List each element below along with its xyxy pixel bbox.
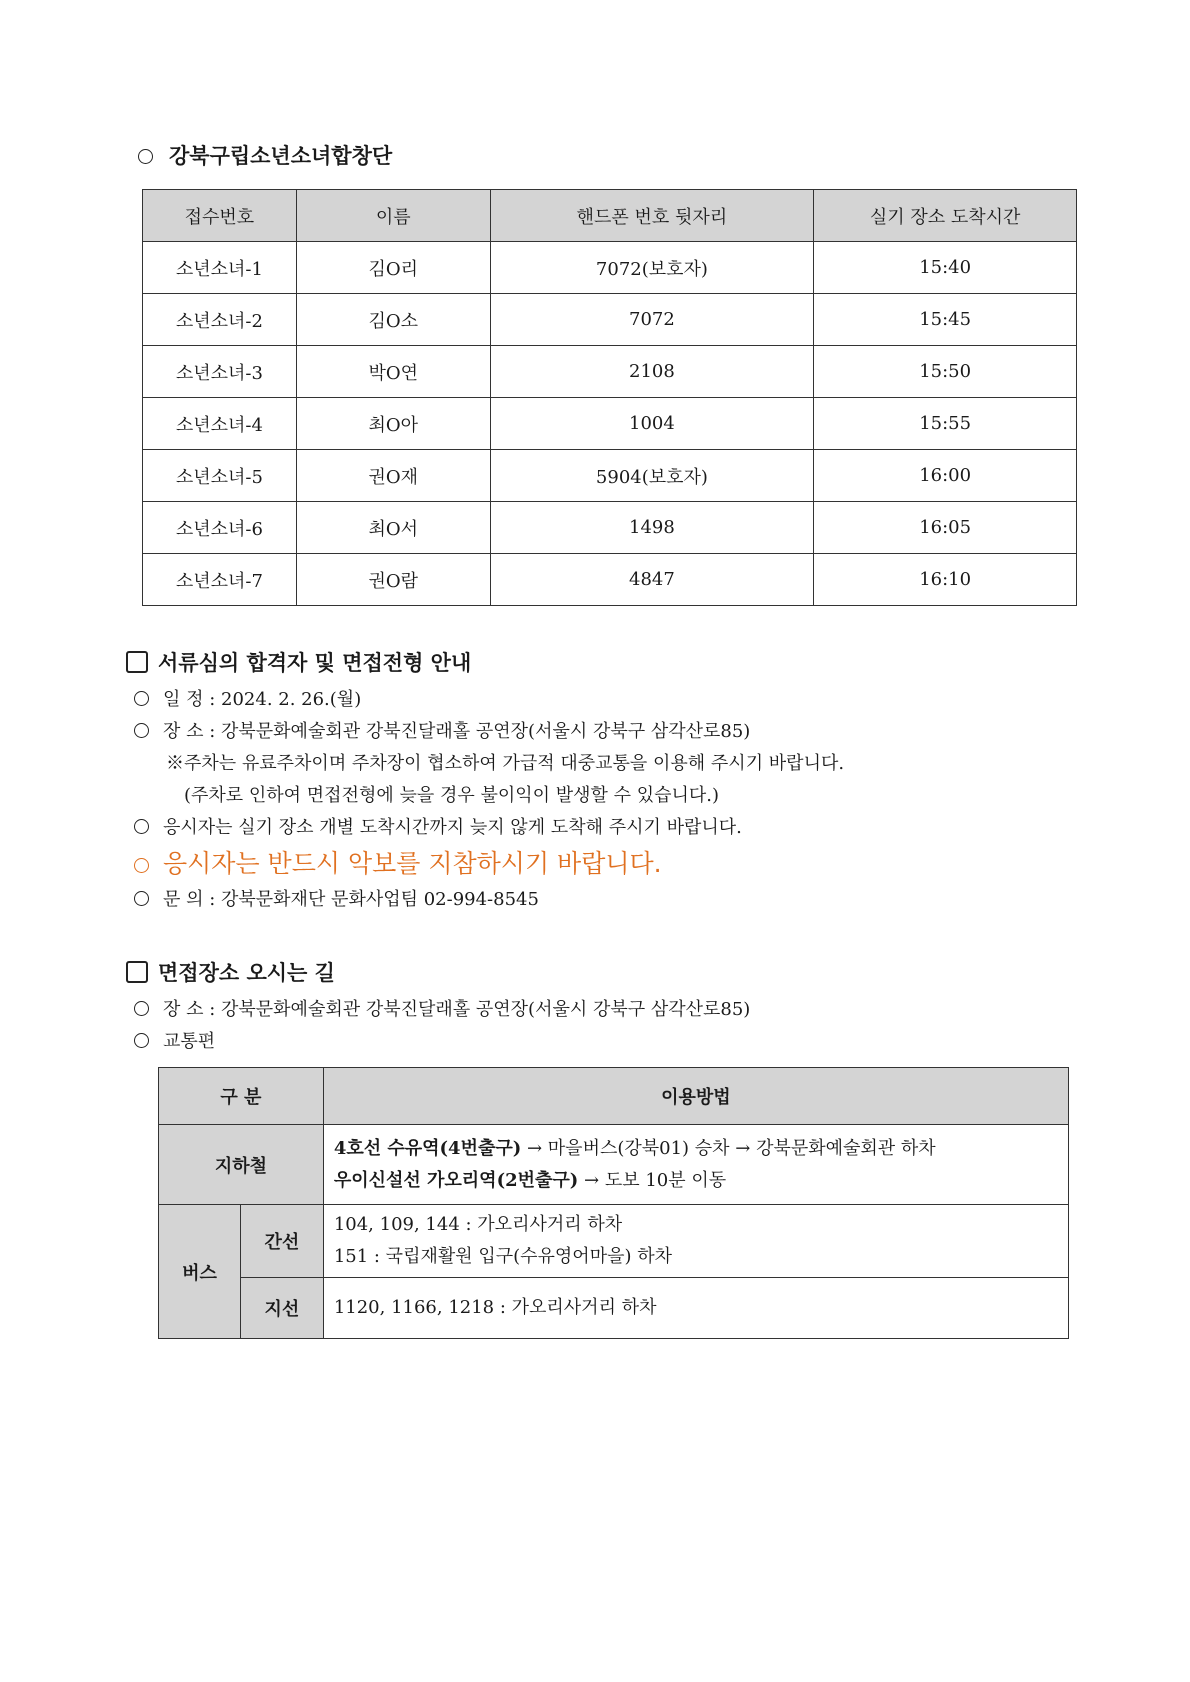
circle-bullet-icon — [134, 1001, 149, 1016]
schedule-line: 일 정 : 2024. 2. 26.(월) — [134, 685, 361, 711]
trunk-bus-row — [159, 1205, 1069, 1278]
table-row — [143, 502, 1077, 554]
table-cell: 15:50 — [814, 346, 1077, 398]
bus-label: 버스 — [159, 1205, 241, 1339]
table-cell: 김O리 — [296, 242, 490, 294]
arrival-line: 응시자는 실기 장소 개별 도착시간까지 늦지 않게 도착해 주시기 바랍니다. — [134, 813, 742, 839]
choir-section-title: 강북구립소년소녀합창단 — [138, 140, 392, 170]
table-cell: 4847 — [490, 554, 814, 606]
warning-line: 응시자는 반드시 악보를 지참하시기 바랍니다. — [134, 844, 662, 880]
col-header: 이름 — [296, 190, 490, 242]
table-cell: 15:40 — [814, 242, 1077, 294]
table-cell: 최O아 — [296, 398, 490, 450]
col-header: 핸드폰 번호 뒷자리 — [490, 190, 814, 242]
subway-row — [159, 1125, 1069, 1205]
table-row — [143, 450, 1077, 502]
table-cell: 소년소녀-3 — [143, 346, 297, 398]
branch-label: 지선 — [240, 1278, 323, 1339]
branch-bus-row — [159, 1278, 1069, 1339]
table-cell: 권O재 — [296, 450, 490, 502]
table-cell: 소년소녀-4 — [143, 398, 297, 450]
col-header: 구 분 — [159, 1068, 324, 1125]
table-cell: 소년소녀-1 — [143, 242, 297, 294]
subway-desc: 4호선 수유역(4번출구) → 마을버스(강북01) 승차 → 강북문화예술회관 하차 우이신설선 가오리역(2번출구) → 도보 10분 이동 — [323, 1125, 1068, 1205]
table-cell: 16:10 — [814, 554, 1077, 606]
table-cell: 권O람 — [296, 554, 490, 606]
circle-bullet-icon — [134, 691, 149, 706]
circle-bullet-icon — [134, 819, 149, 834]
transit-table — [158, 1067, 1069, 1339]
table-cell: 김O소 — [296, 294, 490, 346]
roster-header-row — [143, 190, 1077, 242]
directions-section-title: 면접장소 오시는 길 — [126, 957, 335, 987]
checkbox-square-icon — [126, 961, 148, 983]
transport-line: 교통편 — [134, 1027, 215, 1053]
table-cell: 2108 — [490, 346, 814, 398]
circle-bullet-icon — [134, 891, 149, 906]
table-cell: 15:45 — [814, 294, 1077, 346]
table-cell: 소년소녀-2 — [143, 294, 297, 346]
directions-venue-line: 장 소 : 강북문화예술회관 강북진달래홀 공연장(서울시 강북구 삼각산로85) — [134, 995, 750, 1021]
col-header: 접수번호 — [143, 190, 297, 242]
col-header: 실기 장소 도착시간 — [814, 190, 1077, 242]
table-cell: 7072(보호자) — [490, 242, 814, 294]
table-cell: 소년소녀-6 — [143, 502, 297, 554]
table-row — [143, 554, 1077, 606]
parking-note: ※주차는 유료주차이며 주차장이 협소하여 가급적 대중교통을 이용해 주시기 바랍니다. — [166, 753, 845, 774]
checkbox-square-icon — [126, 651, 148, 673]
table-cell: 소년소녀-5 — [143, 450, 297, 502]
col-header: 이용방법 — [323, 1068, 1068, 1125]
venue-line: 장 소 : 강북문화예술회관 강북진달래홀 공연장(서울시 강북구 삼각산로85) — [134, 717, 750, 743]
table-row — [143, 398, 1077, 450]
table-row — [143, 346, 1077, 398]
trunk-label: 간선 — [240, 1205, 323, 1278]
transit-header-row — [159, 1068, 1069, 1125]
table-cell: 1498 — [490, 502, 814, 554]
table-cell: 최O서 — [296, 502, 490, 554]
roster-table — [142, 189, 1077, 606]
table-cell: 16:00 — [814, 450, 1077, 502]
branch-desc: 1120, 1166, 1218 : 가오리사거리 하차 — [323, 1278, 1068, 1339]
table-cell: 1004 — [490, 398, 814, 450]
table-row — [143, 294, 1077, 346]
trunk-desc: 104, 109, 144 : 가오리사거리 하차 151 : 국립재활원 입구(수유영어마을) 하차 — [323, 1205, 1068, 1278]
parking-note-2: (주차로 인하여 면접전형에 늦을 경우 불이익이 발생할 수 있습니다.) — [184, 785, 720, 806]
circle-bullet-icon — [134, 1033, 149, 1048]
circle-bullet-icon — [134, 858, 149, 873]
circle-bullet-icon — [134, 723, 149, 738]
table-cell: 박O연 — [296, 346, 490, 398]
contact-line: 문 의 : 강북문화재단 문화사업팀 02-994-8545 — [134, 885, 539, 911]
table-cell: 7072 — [490, 294, 814, 346]
circle-bullet-icon — [138, 149, 153, 164]
table-cell: 소년소녀-7 — [143, 554, 297, 606]
interview-section-title: 서류심의 합격자 및 면접전형 안내 — [126, 647, 471, 677]
table-row — [143, 242, 1077, 294]
table-cell: 5904(보호자) — [490, 450, 814, 502]
subway-label: 지하철 — [159, 1125, 324, 1205]
table-cell: 16:05 — [814, 502, 1077, 554]
table-cell: 15:55 — [814, 398, 1077, 450]
